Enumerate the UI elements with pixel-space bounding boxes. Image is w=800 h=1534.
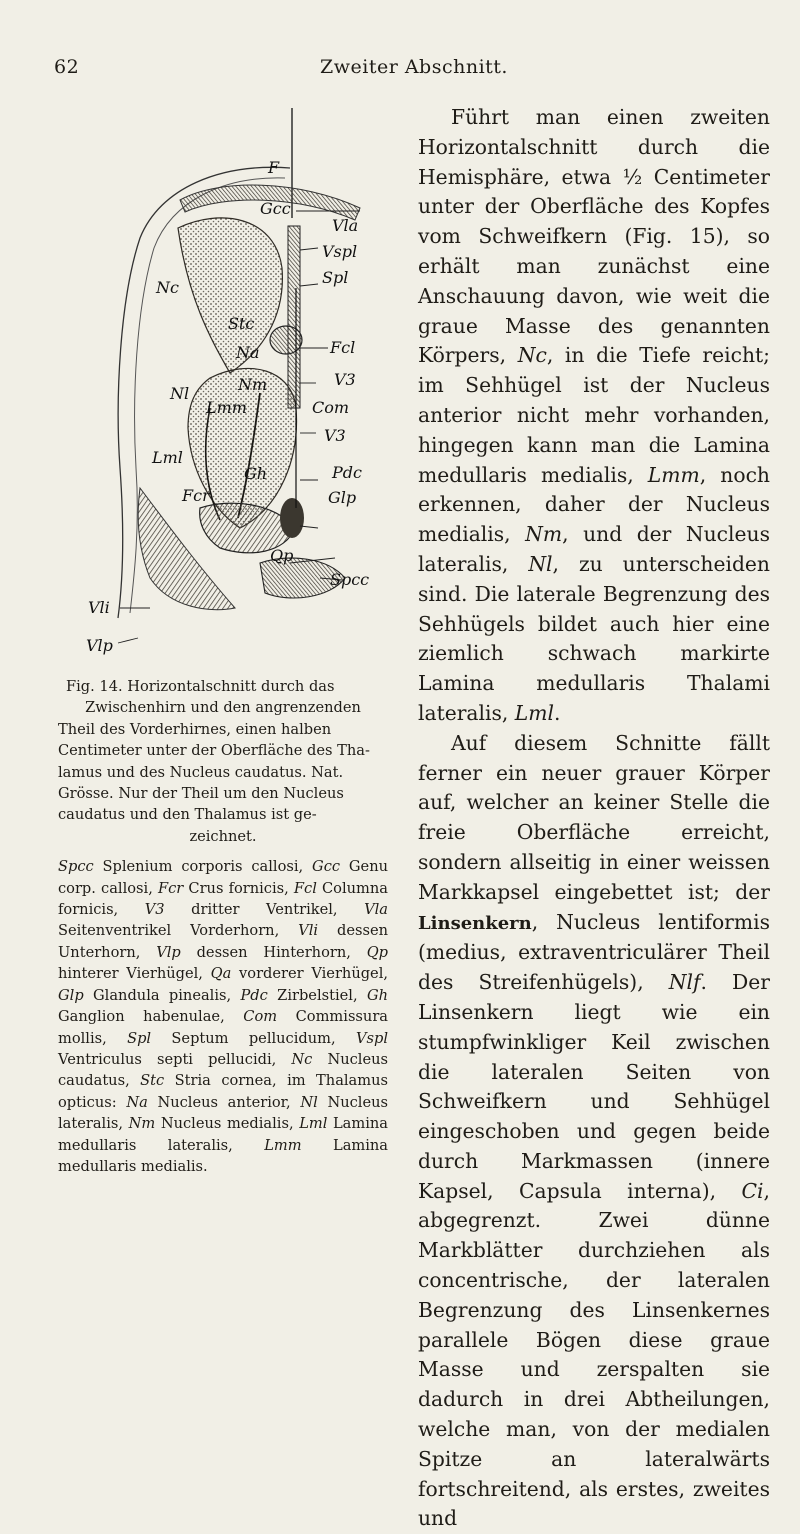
paragraph-2 (418, 729, 770, 1534)
legend-abbr: Vli (298, 922, 319, 940)
legend-text: dessen Hinterhorn, (180, 943, 367, 961)
legend-abbr: Spcc (58, 858, 94, 876)
label-Stc: Stc (228, 314, 255, 333)
legend-text: Genu corp. callosi, (58, 858, 388, 897)
legend-abbr: Com (243, 1008, 278, 1026)
label-Fcl: Fcl (330, 338, 356, 357)
legend-text: Stria cornea, im Thalamus opticus: (58, 1072, 388, 1111)
legend-abbr: Gh (366, 986, 388, 1004)
legend-text: dessen Unterhorn, (58, 922, 388, 961)
legend-text: Nucleus anterior, (147, 1093, 301, 1111)
legend-abbr: Fcl (293, 879, 317, 897)
text-run: , und der Nucleus lateralis, (418, 522, 771, 576)
running-head: Zweiter Abschnitt. (320, 56, 508, 78)
text-run: Führt man einen zweiten Horizontalschnitt durch die Hemisphäre, etwa ½ Centimeter unter der Oberfläche des Kopfes vom Schweifkern (Fig. 15), so erhält man zunächst eine Anschauung davon, wie weit die graue Masse des genannten Körpers, (418, 105, 770, 368)
text-run: , abgegrenzt. Zwei dünne Markblätter durchziehen als concentrische, der lateralen Begrenzung des Linsenkernes parallele Bögen diese graue Masse und zerspalten sie dadurch in drei Abtheilungen, welche man, von der medialen Spitze an lateralwärts fortschreitend, als erstes, zweites und (418, 1178, 770, 1531)
label-V3b: V3 (324, 426, 346, 445)
legend-abbr: Stc (140, 1072, 165, 1090)
caption-line-2: Zwischenhirn und den angrenzenden (85, 699, 361, 717)
caption-line-8: zeichnet. (189, 827, 257, 845)
text-run: , Nucleus lentiformis (medius, extraventriculärer Theil des Streifenhügels), (418, 909, 770, 995)
legend-abbr: Lml (299, 1115, 328, 1133)
label-Lml: Lml (152, 448, 183, 467)
caption-line-3: Theil des Vorderhirnes, einen halben (58, 720, 332, 738)
abbreviation: Nc (517, 343, 547, 368)
legend-text: Ventriculus septi pellucidi, (58, 1050, 292, 1068)
legend-text: Glandula pinealis, (83, 986, 241, 1004)
legend-text: Columna fornicis, (58, 879, 388, 919)
label-Spl: Spl (322, 268, 349, 287)
text-run: . (553, 700, 561, 725)
abbreviation: Nl (528, 551, 553, 576)
legend-text: Lamina medullaris lateralis, (58, 1115, 388, 1154)
legend-abbr: Spl (127, 1029, 152, 1047)
legend-abbr: Vla (364, 901, 388, 919)
abbreviation: Nlf (668, 970, 701, 995)
label-Glp: Glp (328, 488, 357, 507)
abbreviation: Ci (741, 1178, 764, 1203)
legend-abbr: Vspl (355, 1029, 388, 1047)
legend-abbr: Fcr (157, 879, 184, 897)
legend-text: Crus fornicis, (183, 879, 294, 897)
caption-line-7: caudatus und den Thalamus ist ge- (58, 806, 317, 824)
abbreviation: Lml (514, 700, 554, 725)
nucleus-caudatus (178, 218, 282, 373)
glandula-pinealis (280, 498, 304, 538)
caption-line-5: lamus und des Nucleus caudatus. Nat. (58, 763, 344, 781)
figure-legend (58, 856, 388, 1177)
caption-line-1: Fig. 14. Horizontalschnitt durch das (66, 678, 335, 695)
text-run: Auf diesem Schnitte fällt ferner ein neuer grauer Körper auf, welcher an keiner Stelle die freie Oberfläche erreicht, sondern allseitig in einer weissen Markkapsel eingebettet ist; der (418, 730, 770, 904)
legend-abbr: Na (126, 1093, 148, 1111)
legend-text: Nucleus medialis, (155, 1115, 300, 1133)
legend-abbr: Glp (58, 986, 84, 1004)
legend-abbr: Nm (128, 1115, 156, 1133)
figure-caption (58, 676, 388, 1177)
text-run: , noch erkennen, daher der Nucleus medialis, (418, 462, 770, 547)
columna-fornicis (270, 326, 302, 354)
legend-text: Commissura mollis, (58, 1008, 388, 1047)
label-Nc: Nc (156, 278, 179, 297)
figure-14 (60, 108, 390, 668)
label-Nl: Nl (170, 384, 190, 403)
legend-text: Zirbelstiel, (267, 986, 367, 1004)
legend-text: vorderer Vierhügel, (231, 965, 388, 983)
text-run: . Der Linsenkern liegt wie ein stumpfwinkliger Keil zwischen die lateralen Seiten von Schweifkern und Sehhügel eingeschoben und gegen beide durch Markmassen (innere Kapsel, Capsula interna), (418, 970, 770, 1203)
abbreviation: Nm (525, 522, 563, 547)
page-number: 62 (54, 56, 80, 78)
paragraph-1 (418, 103, 770, 729)
legend-abbr: Qa (210, 965, 232, 983)
label-V3a: V3 (334, 370, 356, 389)
text-run: , zu unterscheiden sind. Die laterale Begrenzung des Sehhügels bildet auch hier eine ziemlich schwach markirte Lamina medullaris Thalami lateralis, (418, 551, 770, 725)
legend-text: Nucleus lateralis, (58, 1093, 388, 1133)
septum-pellucidum (288, 226, 300, 408)
body-text (418, 103, 770, 1534)
legend-text: Seitenventrikel Vorderhorn, (58, 922, 299, 940)
abbreviation: Lmm (647, 462, 700, 487)
legend-abbr: Nc (291, 1050, 313, 1068)
label-Qp: Qp (270, 546, 294, 565)
caption-line-6: Grösse. Nur der Theil um den Nucleus (58, 785, 344, 803)
legend-abbr: Vlp (156, 943, 181, 961)
legend-text: Ganglion habenulae, (58, 1008, 244, 1026)
text-run: , in die Tiefe reicht; im Sehhügel ist der Nucleus anterior nicht mehr vorhanden, hingegen kann man die Lamina medullaris medialis, (418, 343, 770, 487)
legend-abbr: Lmm (264, 1136, 302, 1154)
label-Vla: Vla (332, 216, 359, 235)
label-Gcc: Gcc (260, 199, 291, 218)
label-F: F (268, 158, 280, 177)
legend-text: dritter Ventrikel, (164, 901, 365, 919)
label-Pdc: Pdc (332, 463, 362, 482)
label-Gh: Gh (244, 464, 268, 483)
legend-text: Lamina medullaris medialis. (58, 1136, 389, 1175)
label-Vspl: Vspl (322, 242, 358, 261)
legend-abbr: Pdc (240, 986, 268, 1004)
legend-text: Nucleus caudatus, (58, 1050, 388, 1090)
label-Lmm: Lmm (206, 398, 247, 417)
label-Vli: Vli (88, 598, 110, 617)
label-Fcr: Fcr (182, 486, 210, 505)
label-Com: Com (312, 398, 350, 417)
emphasis-term: Linsenkern (418, 912, 532, 934)
legend-text: Septum pellucidum, (151, 1029, 356, 1047)
caption-line-4: Centimeter unter der Oberfläche des Tha- (58, 742, 370, 760)
label-Vlp: Vlp (86, 636, 113, 655)
legend-abbr: V3 (144, 901, 165, 919)
legend-abbr: Gcc (312, 858, 341, 876)
label-Na: Na (236, 343, 260, 362)
label-Spcc: Spcc (330, 570, 370, 589)
legend-text: hinterer Vierhügel, (58, 965, 211, 983)
legend-abbr: Nl (300, 1093, 318, 1111)
label-Nm: Nm (238, 375, 268, 394)
legend-abbr: Qp (366, 943, 388, 961)
legend-text: Splenium corporis callosi, (93, 858, 313, 876)
